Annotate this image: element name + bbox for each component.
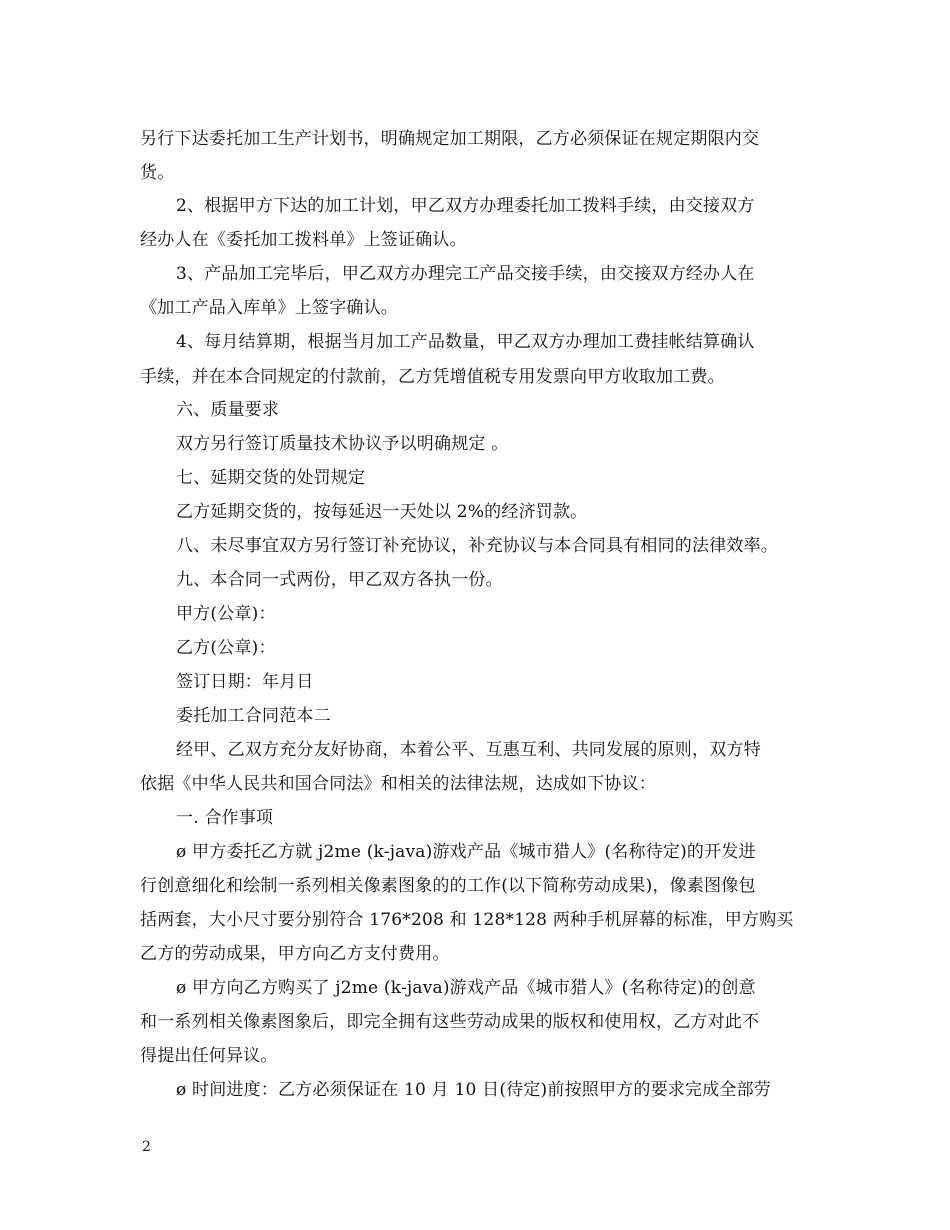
text-line: 乙方延期交货的，按每延迟一天处以 2%的经济罚款。 xyxy=(176,502,588,522)
text-line: 经办人在《委托加工拨料单》上签证确认。 xyxy=(140,230,467,250)
text-line: 乙方的劳动成果，甲方向乙方支付费用。 xyxy=(140,944,450,964)
text-line: 双方另行签订质量技术协议予以明确规定 。 xyxy=(176,434,509,454)
text-line: 4、每月结算期，根据当月加工产品数量，甲乙双方办理加工费挂帐结算确认 xyxy=(176,332,755,352)
section-heading: 一. 合作事项 xyxy=(176,808,274,828)
text-line: 行创意细化和绘制一系列相关像素图象的的工作(以下简称劳动成果)，像素图像包 xyxy=(140,876,756,896)
text-line: 手续，并在本合同规定的付款前，乙方凭增值税专用发票向甲方收取加工费。 xyxy=(140,367,725,387)
text-line: 得提出任何异议。 xyxy=(140,1046,278,1066)
text-line: ø 时间进度：乙方必须保证在 10 月 10 日(待定)前按照甲方的要求完成全部劳 xyxy=(176,1080,771,1100)
signature-party-b: 乙方(公章)： xyxy=(176,638,276,658)
page-number: 2 xyxy=(142,1139,151,1155)
text-line: ø 甲方委托乙方就 j2me (k-java)游戏产品《城市猎人》(名称待定)的开发进 xyxy=(176,842,756,862)
section-title: 委托加工合同范本二 xyxy=(176,706,331,726)
text-line: 3、产品加工完毕后，甲乙双方办理完工产品交接手续，由交接双方经办人在 xyxy=(176,264,755,284)
section-heading: 六、质量要求 xyxy=(176,400,280,420)
text-line: 另行下达委托加工生产计划书，明确规定加工期限，乙方必须保证在规定期限内交 xyxy=(140,129,760,149)
signature-party-a: 甲方(公章)： xyxy=(176,604,276,624)
text-line: ø 甲方向乙方购买了 j2me (k-java)游戏产品《城市猎人》(名称待定)的创意 xyxy=(176,978,756,998)
section-heading: 七、延期交货的处罚规定 xyxy=(176,468,366,488)
text-line: 《加工产品入库单》上签字确认。 xyxy=(140,298,398,318)
signing-date: 签订日期：年月日 xyxy=(176,672,314,692)
text-line: 2、根据甲方下达的加工计划，甲乙双方办理委托加工拨料手续，由交接双方 xyxy=(176,196,755,216)
text-line: 括两套，大小尺寸要分别符合 176*208 和 128*128 两种手机屏幕的标准，甲方购买 xyxy=(140,910,794,930)
text-line: 八、未尽事宜双方另行签订补充协议，补充协议与本合同具有相同的法律效率。 xyxy=(176,536,778,556)
text-line: 货。 xyxy=(140,163,175,183)
text-line: 依据《中华人民共和国合同法》和相关的法律法规，达成如下协议： xyxy=(140,774,656,794)
text-line: 经甲、乙双方充分友好协商，本着公平、互惠互利、共同发展的原则，双方特 xyxy=(176,740,761,760)
text-line: 九、本合同一式两份，甲乙双方各执一份。 xyxy=(176,570,503,590)
text-line: 和一系列相关像素图象后，即完全拥有这些劳动成果的版权和使用权，乙方对此不 xyxy=(140,1012,760,1032)
